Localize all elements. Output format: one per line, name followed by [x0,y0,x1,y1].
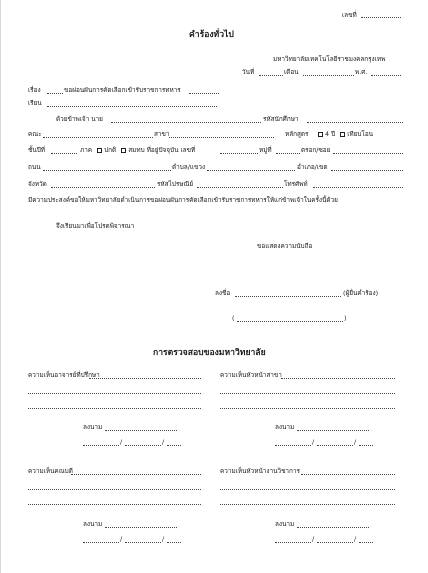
applicant-role-label: (ผู้ยื่นคำร้อง) [343,289,379,297]
head-academic-date-month[interactable] [317,542,353,543]
curriculum-options [315,131,373,137]
head-academic-date-slash-2: / [354,535,357,543]
address-current-label: ที่อยู่ปัจจุบัน เลขที่ [146,146,196,154]
phone-field[interactable] [313,187,403,188]
curriculum-4yr-checkbox[interactable] [318,132,323,137]
head-major-date-day[interactable] [275,445,311,446]
dean-opinion-line-3[interactable] [28,504,201,505]
curriculum-label: หลักสูตร [285,130,309,138]
dean-sign-label: ลงนาม [83,520,103,528]
dean-opinion-label: ความเห็นคณบดี [28,467,73,475]
student-id-label: รหัสนักศึกษา [263,115,299,123]
major-field[interactable] [169,137,274,138]
to-label: เรียน [28,99,42,107]
term-sambob-checkbox[interactable] [121,148,126,153]
subject-value: ขอผ่อนผันการคัดเลือกเข้ารับราชการทหาร [64,86,181,94]
applicant-name-field[interactable] [237,321,343,322]
advisor-sign-field[interactable] [105,430,177,431]
applicant-sign-label: ลงชื่อ [215,289,231,297]
advisor-date-month[interactable] [125,445,161,446]
postal-field[interactable] [197,187,283,188]
doc-number-label: เลขที่ [342,11,357,19]
term-regular-checkbox[interactable] [97,148,102,153]
province-label: จังหวัด [28,180,47,188]
applicant-sign-field[interactable] [235,296,341,297]
advisor-sign-label: ลงนาม [83,423,103,431]
advisor-opinion-line-1[interactable] [89,378,201,379]
head-major-opinion-line-2[interactable] [220,393,395,394]
advisor-opinion-line-2[interactable] [28,393,201,394]
date-month-label: เดือน [284,68,299,76]
district-field[interactable] [331,170,403,171]
head-major-sign-label: ลงนาม [275,423,295,431]
curriculum-transfer-checkbox[interactable] [340,132,345,137]
head-major-opinion-line-1[interactable] [281,378,395,379]
faculty-field[interactable] [43,137,153,138]
name-field[interactable] [111,122,261,123]
university-name: มหาวิทยาลัยเทคโนโลยีราชมงคลกรุงเทพ [273,55,386,63]
subdistrict-field[interactable] [207,170,295,171]
term-sambob-label: สมทบ [128,146,145,154]
dean-date-day[interactable] [83,542,119,543]
doc-number-field[interactable] [361,17,401,18]
date-day-field[interactable] [259,75,283,76]
dean-opinion-line-1[interactable] [71,474,201,475]
term-label: ภาค [80,146,93,154]
year-label: ชั้นปีที่ [28,146,45,154]
subdistrict-label: ตำบล/แขวง [172,163,206,171]
date-year-field[interactable] [371,75,401,76]
advisor-date-year[interactable] [167,445,181,446]
road-label: ถนน [28,163,41,171]
date-month-field[interactable] [303,75,354,76]
soi-field[interactable] [333,153,403,154]
province-field[interactable] [51,187,155,188]
moo-label: หมู่ที่ [259,146,272,154]
head-major-date-year[interactable] [359,445,373,446]
head-major-opinion-line-3[interactable] [220,408,395,409]
head-academic-opinion-label: ความเห็นหัวหน้างานวิชาการ [220,467,300,475]
applicant-name-open: ( [232,314,235,322]
dean-date-month[interactable] [125,542,161,543]
advisor-date-slash-1: / [120,438,123,446]
head-academic-date-slash-1: / [312,535,315,543]
head-major-date-slash-1: / [312,438,315,446]
advisor-opinion-label: ความเห็นอาจารย์ที่ปรึกษา [28,371,100,379]
dean-sign-field[interactable] [105,527,177,528]
student-id-field[interactable] [307,122,403,123]
soi-label: ตรอก/ซอย [301,146,331,154]
head-major-opinion-label: ความเห็นหัวหน้าสาขา [220,371,282,379]
respect-text: ขอแสดงความนับถือ [257,242,313,250]
purpose-text: มีความประสงค์ขอให้มหาวิทยาลัยดำเนินการขอผ่อนผันการคัดเลือกเข้ารับราชการทหารให้แก่ข้าพเจ้าในครั้งนี้ด้วย [28,196,338,204]
phone-label: โทรศัพท์ [284,180,308,188]
year-field[interactable] [51,153,77,154]
form-title: คำร้องทั่วไป [189,30,234,40]
head-major-sign-field[interactable] [297,430,369,431]
dean-date-slash-1: / [120,535,123,543]
major-label: สาขา [154,130,170,138]
to-field[interactable] [47,106,217,107]
dean-opinion-line-2[interactable] [28,489,201,490]
head-academic-date-day[interactable] [275,542,311,543]
me-label: ด้วยข้าพเจ้า นาย [56,115,103,123]
term-options [80,147,195,153]
date-year-label: พ.ศ. [355,68,368,76]
moo-field[interactable] [276,153,300,154]
head-academic-date-year[interactable] [359,542,373,543]
subject-suffix-dots [189,93,219,94]
curriculum-transfer-label: เทียบโอน [347,130,374,138]
head-major-date-slash-2: / [354,438,357,446]
district-label: อำเภอ/เขต [297,163,328,171]
applicant-name-close: ) [344,314,347,322]
advisor-date-slash-2: / [162,438,165,446]
advisor-date-day[interactable] [83,445,119,446]
house-number-field[interactable] [220,153,258,154]
date-day-label: วันที่ [242,68,255,76]
term-regular-label: ปกติ [104,146,117,154]
postal-label: รหัสไปรษณีย์ [157,180,194,188]
road-field[interactable] [43,170,171,171]
head-major-date-month[interactable] [317,445,353,446]
dean-date-slash-2: / [162,535,165,543]
head-academic-sign-field[interactable] [297,527,369,528]
head-academic-sign-label: ลงนาม [275,520,295,528]
head-academic-opinion-line-3[interactable] [220,504,395,505]
dean-date-year[interactable] [167,542,181,543]
curriculum-4yr-label: 4 ปี [325,130,336,138]
subject-prefix-dots [47,93,63,94]
faculty-label: คณะ [28,130,42,138]
advisor-opinion-line-3[interactable] [28,408,201,409]
subject-label: เรื่อง [28,86,41,94]
consider-text: จึงเรียนมาเพื่อโปรดพิจารณา [56,222,135,230]
review-section-title: การตรวจสอบของมหาวิทยาลัย [153,348,266,358]
head-academic-opinion-line-1[interactable] [301,474,395,475]
head-academic-opinion-line-2[interactable] [220,489,395,490]
